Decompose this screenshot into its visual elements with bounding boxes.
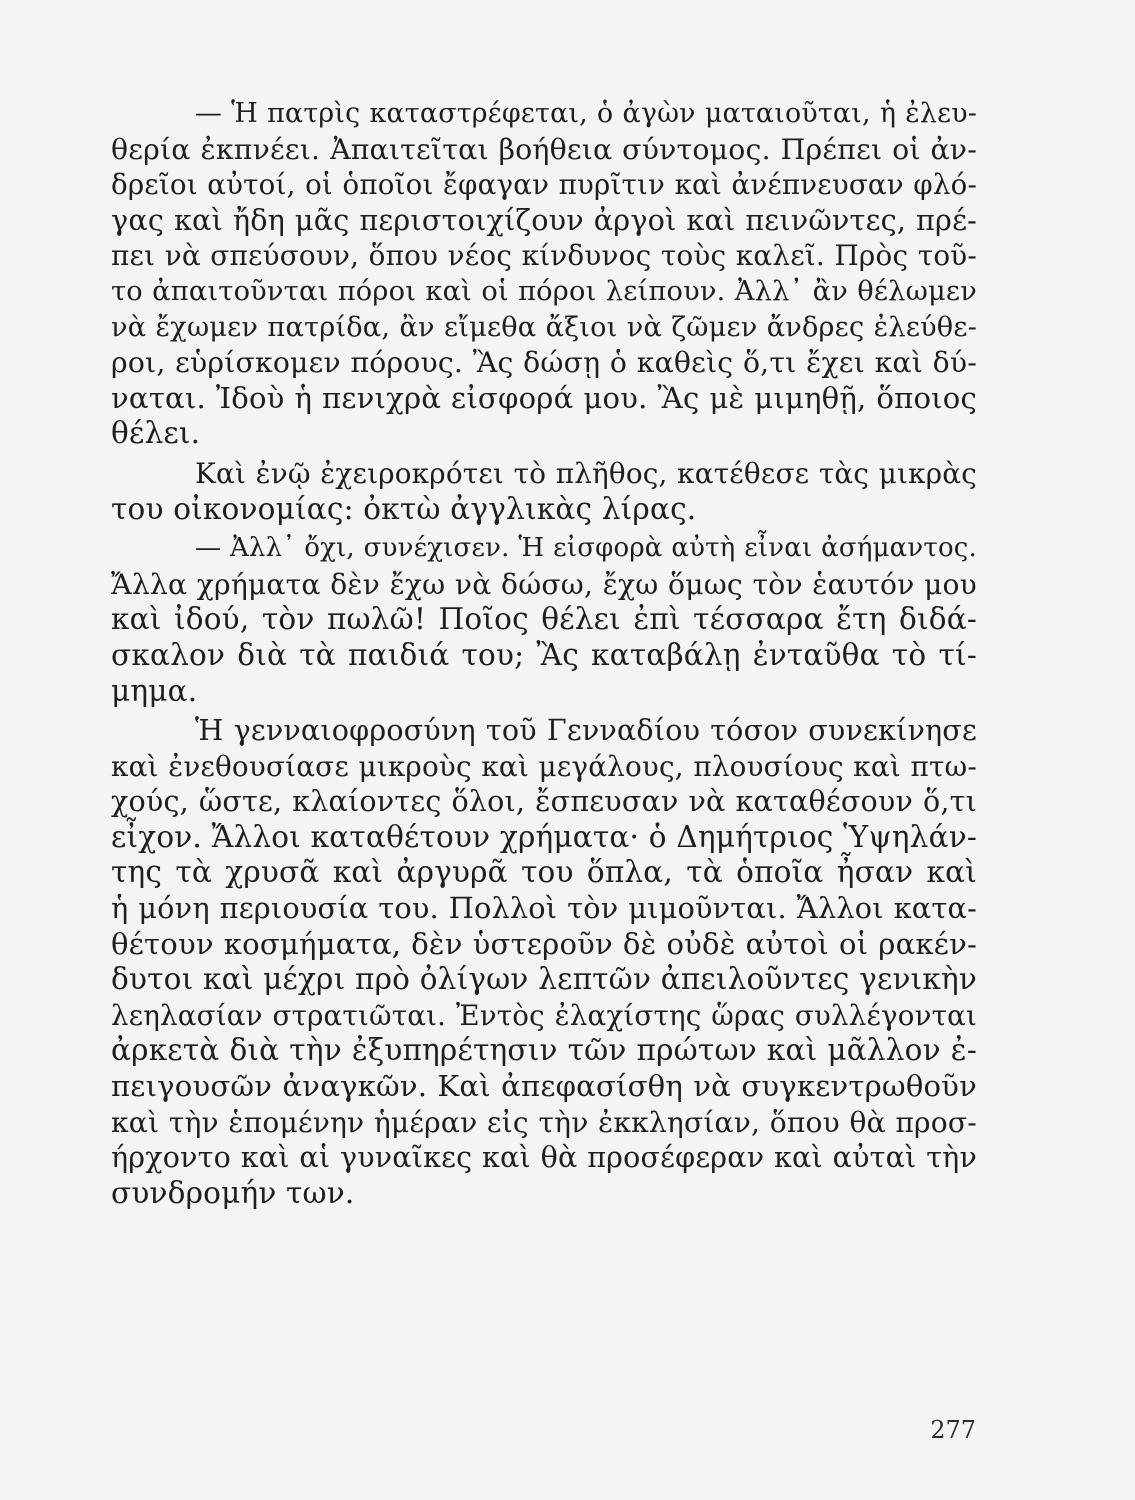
- text-line: θέτουν κοσμήματα, δὲν ὑστεροῦν δὲ οὐδὲ αὐτοὶ οἱ ρακέν-: [111, 926, 977, 961]
- text-line: της τὰ χρυσᾶ καὶ ἀργυρᾶ του ὅπλα, τὰ ὁποῖα ἦσαν καὶ: [111, 855, 977, 890]
- page-number: 277: [930, 1416, 976, 1444]
- text-line: σκαλον διὰ τὰ παιδιά του; Ἂς καταβάλῃ ἐνταῦθα τὸ τί-: [111, 637, 977, 672]
- text-line: ἀρκετὰ διὰ τὴν ἐξυπηρέτησιν τῶν πρώτων καὶ μᾶλλον ἐ-: [111, 1033, 977, 1068]
- text-line: συνδρομήν των.: [111, 1175, 355, 1210]
- text-line: λεηλασίαν στρατιῶται. Ἐντὸς ἐλαχίστης ὥρας συλλέγονται: [111, 998, 977, 1032]
- body-text: [111, 96, 977, 1211]
- text-line: ήρχοντο καὶ αἱ γυναῖκες καὶ θὰ προσέφεραν καὶ αὐταὶ τὴν: [111, 1141, 977, 1175]
- paragraph: [111, 456, 977, 527]
- text-line: το ἀπαιτοῦνται πόροι καὶ οἱ πόροι λείπουν. Ἀλλ᾽ ἂν θέλωμεν: [111, 275, 977, 307]
- text-line: νὰ ἔχωμεν πατρίδα, ἂν εἴμεθα ἄξιοι νὰ ζῶμεν ἄνδρες ἐλεύθε-: [111, 311, 977, 343]
- paragraph: [111, 531, 977, 709]
- text-line: γας καὶ ἤδη μᾶς περιστοιχίζουν ἀργοὶ καὶ πεινῶντες, πρέ-: [111, 202, 977, 237]
- text-line: — Ἡ πατρὶς καταστρέφεται, ὁ ἀγὼν ματαιοῦται, ἡ ἐλευ-: [195, 98, 977, 129]
- text-line: μημα.: [111, 673, 198, 708]
- text-line: δρεῖοι αὐτοί, οἱ ὁποῖοι ἔφαγαν πυρῖτιν καὶ ἀνέπνευσαν φλό-: [111, 168, 977, 202]
- text-line: καὶ τὴν ἑπομένην ἡμέραν εἰς τὴν ἐκκλησίαν, ὅπου θὰ προσ-: [111, 1105, 977, 1139]
- text-line: Καὶ ἐνῷ ἐχειροκρότει τὸ πλῆθος, κατέθεσε τὰς μικρὰς: [195, 456, 977, 490]
- text-line: — Ἀλλ᾽ ὄχι, συνέχισεν. Ἡ εἰσφορὰ αὐτὴ εἶναι ἀσήμαντος.: [195, 533, 977, 564]
- text-line: θερία ἐκπνέει. Ἀπαιτεῖται βοήθεια σύντομος. Πρέπει οἱ ἀν-: [111, 132, 977, 166]
- text-line: εἶχον. Ἄλλοι καταθέτουν χρήματα· ὁ Δημήτριος Ὑψηλάν-: [111, 819, 977, 854]
- text-line: του οἰκονομίας: ὀκτὼ ἀγγλικὰς λίρας.: [111, 491, 697, 526]
- text-line: δυτοι καὶ μέχρι πρὸ ὀλίγων λεπτῶν ἀπειλοῦντες γενικὴν: [111, 962, 977, 997]
- text-line: χούς, ὥστε, κλαίοντες ὅλοι, ἔσπευσαν νὰ καταθέσουν ὅ,τι: [111, 784, 977, 819]
- paragraph: [111, 96, 977, 452]
- paragraph: [111, 713, 977, 1211]
- text-line: πειγουσῶν ἀναγκῶν. Καὶ ἀπεφασίσθη νὰ συγκεντρωθοῦν: [111, 1069, 977, 1104]
- text-line: Ἡ γενναιοφροσύνη τοῦ Γενναδίου τόσον συνεκίνησε: [195, 713, 977, 748]
- text-line: ροι, εὑρίσκομεν πόρους. Ἂς δώσῃ ὁ καθεὶς ὅ,τι ἔχει καὶ δύ-: [111, 346, 977, 380]
- text-line: θέλει.: [111, 416, 201, 451]
- text-line: ἡ μόνη περιουσία του. Πολλοὶ τὸν μιμοῦνται. Ἄλλοι κατα-: [111, 891, 977, 926]
- text-line: Ἄλλα χρήματα δὲν ἔχω νὰ δώσω, ἔχω ὅμως τὸν ἑαυτόν μου: [111, 567, 977, 601]
- text-line: ναται. Ἰδοὺ ἡ πενιχρὰ εἰσφορά μου. Ἂς μὲ μιμηθῇ, ὅποιος: [111, 380, 977, 415]
- text-line: καὶ ἰδού, τὸν πωλῶ! Ποῖος θέλει ἐπὶ τέσσαρα ἔτη διδά-: [111, 602, 977, 637]
- text-line: πει νὰ σπεύσουν, ὅπου νέος κίνδυνος τοὺς καλεῖ. Πρὸς τοῦ-: [111, 239, 977, 273]
- text-line: καὶ ἐνεθουσίασε μικροὺς καὶ μεγάλους, πλουσίους καὶ πτω-: [111, 749, 977, 783]
